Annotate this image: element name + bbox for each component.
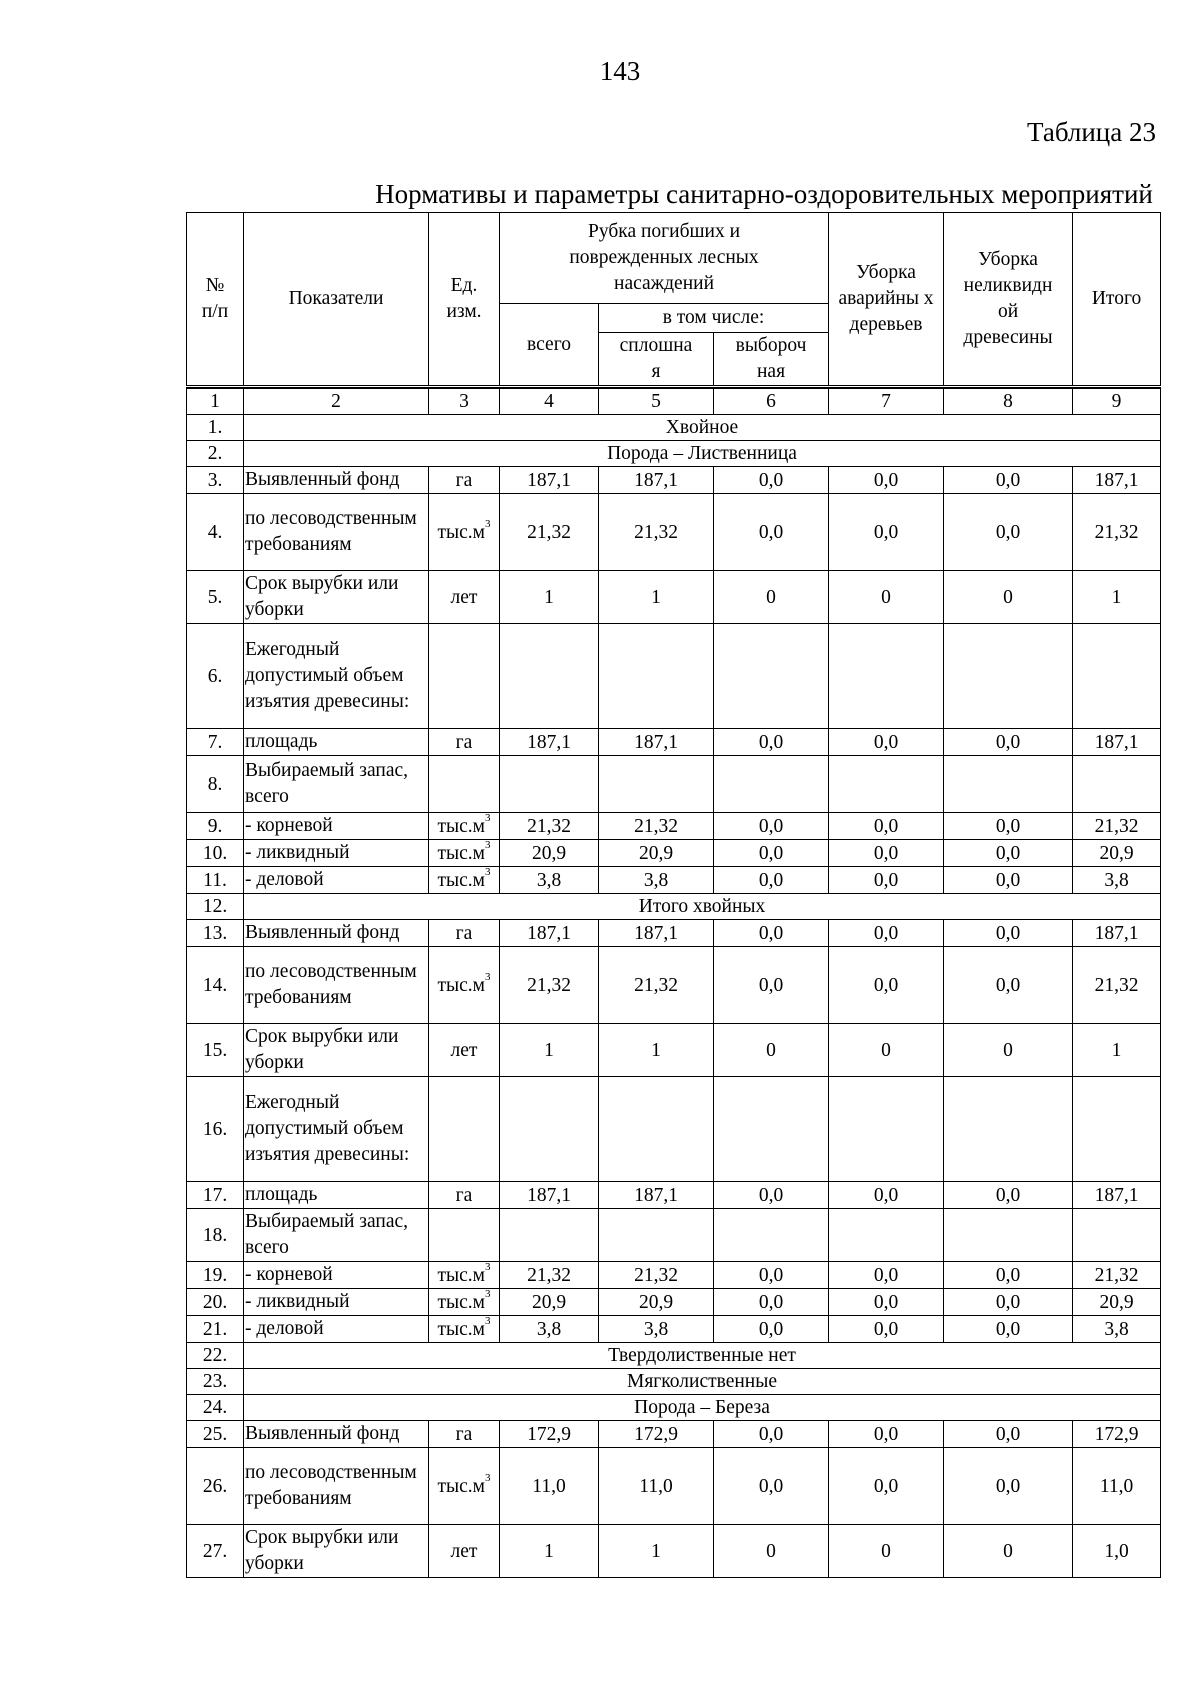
value-cell: 3,8	[599, 1316, 714, 1343]
value-cell: 0,0	[944, 1262, 1073, 1289]
col-number: 6	[714, 389, 829, 415]
col-number: 2	[244, 389, 429, 415]
value-cell: 187,1	[500, 920, 599, 947]
value-cell: 21,32	[1073, 1262, 1161, 1289]
row-unit	[429, 947, 500, 1024]
value-cell: 0,0	[829, 813, 944, 840]
row-number: 2.	[187, 441, 244, 467]
value-cell: 3,8	[1073, 867, 1161, 894]
table-row	[187, 920, 1161, 947]
section-row	[187, 415, 1161, 441]
value-cell: 187,1	[1073, 729, 1161, 756]
row-label: - ликвидный	[244, 1289, 429, 1316]
value-cell: 0	[714, 1525, 829, 1578]
table-row	[187, 1182, 1161, 1209]
value-cell: 0,0	[944, 867, 1073, 894]
row-unit	[429, 920, 500, 947]
unit-text: тыс.м	[437, 842, 485, 864]
value-cell: 0,0	[944, 1421, 1073, 1448]
header-illiquid: Уборка неликвидн ой древесины	[944, 213, 1073, 387]
value-cell: 1	[1073, 571, 1161, 624]
value-cell: 0,0	[944, 813, 1073, 840]
row-number: 8.	[187, 756, 244, 813]
value-cell: 21,32	[1073, 947, 1161, 1024]
unit-text: тыс.м	[437, 1264, 485, 1286]
value-cell: 187,1	[500, 1182, 599, 1209]
value-cell: 0,0	[944, 947, 1073, 1024]
row-label: по лесоводственным требованиям	[244, 1448, 429, 1525]
row-label: площадь	[244, 1182, 429, 1209]
value-cell: 187,1	[599, 920, 714, 947]
value-cell: 0,0	[714, 867, 829, 894]
header-num: № п/п	[187, 213, 244, 387]
col-number: 5	[599, 389, 714, 415]
value-cell	[1073, 624, 1161, 729]
header-including: в том числе:	[599, 304, 829, 333]
value-cell	[944, 756, 1073, 813]
table-row	[187, 813, 1161, 840]
value-cell: 172,9	[599, 1421, 714, 1448]
row-number: 11.	[187, 867, 244, 894]
value-cell: 0,0	[829, 1182, 944, 1209]
value-cell: 0,0	[714, 840, 829, 867]
row-label: - корневой	[244, 1262, 429, 1289]
value-cell: 0	[944, 1024, 1073, 1077]
header-total: Итого	[1073, 213, 1161, 387]
value-cell	[829, 756, 944, 813]
unit-superscript: 3	[485, 970, 491, 983]
row-label: Выявленный фонд	[244, 467, 429, 494]
table-row	[187, 756, 1161, 813]
value-cell	[500, 756, 599, 813]
value-cell: 0,0	[944, 920, 1073, 947]
row-number: 7.	[187, 729, 244, 756]
row-unit	[429, 1209, 500, 1262]
unit-text: га	[455, 469, 473, 491]
row-unit	[429, 1525, 500, 1578]
unit-text: тыс.м	[437, 974, 485, 996]
value-cell: 0,0	[944, 1448, 1073, 1525]
row-number: 16.	[187, 1077, 244, 1182]
value-cell: 1	[599, 1525, 714, 1578]
value-cell: 0,0	[829, 467, 944, 494]
value-cell: 21,32	[1073, 813, 1161, 840]
value-cell: 172,9	[1073, 1421, 1161, 1448]
value-cell	[944, 1209, 1073, 1262]
unit-superscript: 3	[485, 866, 491, 878]
value-cell: 1,0	[1073, 1525, 1161, 1578]
value-cell: 0	[944, 1525, 1073, 1578]
row-number: 5.	[187, 571, 244, 624]
value-cell: 21,32	[599, 1262, 714, 1289]
value-cell: 0,0	[714, 1421, 829, 1448]
row-label: по лесоводственным требованиям	[244, 494, 429, 571]
table-row	[187, 1077, 1161, 1182]
value-cell: 0,0	[944, 729, 1073, 756]
value-cell: 0,0	[944, 494, 1073, 571]
row-label: Выбираемый запас, всего	[244, 1209, 429, 1262]
value-cell: 3,8	[1073, 1316, 1161, 1343]
value-cell: 0,0	[829, 1289, 944, 1316]
value-cell	[1073, 756, 1161, 813]
value-cell: 0,0	[829, 1262, 944, 1289]
unit-text: лет	[450, 1039, 478, 1061]
value-cell: 0,0	[714, 1262, 829, 1289]
value-cell: 1	[1073, 1024, 1161, 1077]
value-cell: 20,9	[599, 840, 714, 867]
section-row	[187, 894, 1161, 920]
unit-text: лет	[450, 586, 478, 608]
section-row	[187, 1343, 1161, 1369]
value-cell: 1	[500, 571, 599, 624]
row-number: 18.	[187, 1209, 244, 1262]
value-cell: 187,1	[1073, 467, 1161, 494]
unit-text: га	[455, 922, 473, 944]
row-number: 13.	[187, 920, 244, 947]
row-number: 24.	[187, 1395, 244, 1421]
value-cell: 0,0	[714, 947, 829, 1024]
value-cell: 0,0	[944, 1316, 1073, 1343]
value-cell: 0	[714, 1024, 829, 1077]
value-cell: 11,0	[500, 1448, 599, 1525]
value-cell	[944, 1077, 1073, 1182]
value-cell: 0,0	[829, 729, 944, 756]
table-row	[187, 1316, 1161, 1343]
unit-superscript: 3	[485, 1288, 491, 1300]
row-label: площадь	[244, 729, 429, 756]
value-cell: 0,0	[714, 729, 829, 756]
value-cell: 0,0	[944, 840, 1073, 867]
value-cell: 21,32	[1073, 494, 1161, 571]
row-label: - деловой	[244, 1316, 429, 1343]
value-cell: 20,9	[599, 1289, 714, 1316]
value-cell: 0,0	[944, 1289, 1073, 1316]
section-title: Порода – Береза	[244, 1395, 1161, 1421]
value-cell: 0,0	[714, 494, 829, 571]
value-cell: 3,8	[599, 867, 714, 894]
value-cell: 0,0	[944, 467, 1073, 494]
row-unit	[429, 840, 500, 867]
row-unit	[429, 494, 500, 571]
row-number: 22.	[187, 1343, 244, 1369]
value-cell	[1073, 1077, 1161, 1182]
table-row	[187, 467, 1161, 494]
value-cell	[829, 1209, 944, 1262]
table-row	[187, 571, 1161, 624]
value-cell: 0,0	[944, 1182, 1073, 1209]
value-cell: 187,1	[1073, 1182, 1161, 1209]
table-row	[187, 494, 1161, 571]
header-unit: Ед. изм.	[429, 213, 500, 387]
value-cell	[599, 1209, 714, 1262]
value-cell	[714, 1077, 829, 1182]
value-cell: 0,0	[714, 1316, 829, 1343]
section-title: Порода – Лиственница	[244, 441, 1161, 467]
value-cell: 1	[500, 1525, 599, 1578]
table-title: Нормативы и параметры санитарно-оздоровительных мероприятий	[375, 179, 1153, 209]
value-cell: 0,0	[829, 840, 944, 867]
unit-text: тыс.м	[437, 1475, 485, 1497]
page-number: 143	[599, 56, 641, 86]
table-row	[187, 1209, 1161, 1262]
row-unit	[429, 867, 500, 894]
column-numbers-row	[187, 389, 1161, 415]
col-number: 1	[187, 389, 244, 415]
value-cell: 21,32	[500, 494, 599, 571]
value-cell	[714, 624, 829, 729]
value-cell: 0	[829, 1024, 944, 1077]
value-cell	[1073, 1209, 1161, 1262]
table-label: Таблица 23	[1027, 117, 1156, 147]
value-cell: 1	[500, 1024, 599, 1077]
value-cell: 1	[599, 571, 714, 624]
row-unit	[429, 571, 500, 624]
unit-superscript: 3	[485, 1315, 491, 1327]
header-indicator: Показатели	[244, 213, 429, 387]
value-cell	[714, 756, 829, 813]
section-row	[187, 441, 1161, 467]
table-row	[187, 1289, 1161, 1316]
unit-text: тыс.м	[437, 1318, 485, 1340]
col-number: 7	[829, 389, 944, 415]
row-number: 9.	[187, 813, 244, 840]
table-row	[187, 1421, 1161, 1448]
unit-text: тыс.м	[437, 521, 485, 543]
value-cell: 0	[829, 1525, 944, 1578]
value-cell	[829, 624, 944, 729]
row-number: 4.	[187, 494, 244, 571]
unit-text: га	[455, 731, 473, 753]
value-cell: 187,1	[599, 729, 714, 756]
row-label: Ежегодный допустимый объем изъятия древесины:	[244, 1077, 429, 1182]
row-number: 1.	[187, 415, 244, 441]
value-cell	[944, 624, 1073, 729]
value-cell	[599, 624, 714, 729]
value-cell: 1	[599, 1024, 714, 1077]
row-unit	[429, 1024, 500, 1077]
row-number: 10.	[187, 840, 244, 867]
value-cell: 0,0	[829, 1316, 944, 1343]
unit-superscript: 3	[485, 517, 491, 530]
col-number: 9	[1073, 389, 1161, 415]
row-unit	[429, 756, 500, 813]
section-row	[187, 1369, 1161, 1395]
row-number: 21.	[187, 1316, 244, 1343]
row-label: по лесоводственным требованиям	[244, 947, 429, 1024]
row-unit	[429, 1316, 500, 1343]
col-number: 3	[429, 389, 500, 415]
value-cell: 187,1	[599, 467, 714, 494]
value-cell: 21,32	[500, 947, 599, 1024]
value-cell: 0,0	[829, 1448, 944, 1525]
row-number: 26.	[187, 1448, 244, 1525]
row-unit	[429, 1289, 500, 1316]
row-number: 14.	[187, 947, 244, 1024]
value-cell: 187,1	[500, 467, 599, 494]
row-unit	[429, 1448, 500, 1525]
section-row	[187, 1395, 1161, 1421]
value-cell: 21,32	[500, 1262, 599, 1289]
value-cell: 20,9	[500, 1289, 599, 1316]
value-cell: 0,0	[714, 920, 829, 947]
row-number: 17.	[187, 1182, 244, 1209]
row-label: Срок вырубки или уборки	[244, 571, 429, 624]
value-cell	[500, 1077, 599, 1182]
row-number: 15.	[187, 1024, 244, 1077]
table-row	[187, 1024, 1161, 1077]
value-cell: 187,1	[599, 1182, 714, 1209]
value-cell: 172,9	[500, 1421, 599, 1448]
row-unit	[429, 624, 500, 729]
header-selective: выбороч ная	[714, 333, 829, 387]
row-unit	[429, 1077, 500, 1182]
value-cell: 0,0	[829, 1421, 944, 1448]
row-number: 19.	[187, 1262, 244, 1289]
value-cell: 0,0	[714, 1448, 829, 1525]
header-clear: сплошна я	[599, 333, 714, 387]
value-cell: 0,0	[714, 1182, 829, 1209]
value-cell: 0,0	[829, 947, 944, 1024]
row-label: Срок вырубки или уборки	[244, 1024, 429, 1077]
value-cell: 0,0	[829, 494, 944, 571]
value-cell: 21,32	[599, 813, 714, 840]
row-label: - ликвидный	[244, 840, 429, 867]
value-cell: 11,0	[1073, 1448, 1161, 1525]
header-emergency: Уборка аварийны х деревьев	[829, 213, 944, 387]
row-label: Выбираемый запас, всего	[244, 756, 429, 813]
table-row	[187, 867, 1161, 894]
row-number: 12.	[187, 894, 244, 920]
value-cell: 0,0	[714, 813, 829, 840]
norms-table	[186, 212, 1161, 1578]
row-unit	[429, 1421, 500, 1448]
unit-text: тыс.м	[437, 869, 485, 891]
unit-text: га	[455, 1423, 473, 1445]
value-cell: 21,32	[500, 813, 599, 840]
row-unit	[429, 1262, 500, 1289]
section-title: Мягколиственные	[244, 1369, 1161, 1395]
table-row	[187, 1525, 1161, 1578]
table-row	[187, 1448, 1161, 1525]
row-label: Срок вырубки или уборки	[244, 1525, 429, 1578]
unit-superscript: 3	[485, 1261, 491, 1273]
table-row	[187, 840, 1161, 867]
value-cell: 0	[829, 571, 944, 624]
header-total-all: всего	[500, 304, 599, 387]
col-number: 4	[500, 389, 599, 415]
row-unit	[429, 467, 500, 494]
value-cell: 11,0	[599, 1448, 714, 1525]
table-row	[187, 947, 1161, 1024]
unit-superscript: 3	[485, 839, 491, 851]
row-label: Выявленный фонд	[244, 920, 429, 947]
value-cell: 0	[944, 571, 1073, 624]
row-label: - корневой	[244, 813, 429, 840]
row-number: 6.	[187, 624, 244, 729]
row-number: 3.	[187, 467, 244, 494]
value-cell: 0,0	[829, 867, 944, 894]
section-title: Хвойное	[244, 415, 1161, 441]
row-unit	[429, 813, 500, 840]
row-number: 20.	[187, 1289, 244, 1316]
value-cell: 187,1	[1073, 920, 1161, 947]
table-row	[187, 624, 1161, 729]
table-row	[187, 729, 1161, 756]
section-title: Итого хвойных	[244, 894, 1161, 920]
value-cell: 3,8	[500, 1316, 599, 1343]
value-cell	[500, 624, 599, 729]
unit-text: тыс.м	[437, 1291, 485, 1313]
row-number: 27.	[187, 1525, 244, 1578]
section-title: Твердолиственные нет	[244, 1343, 1161, 1369]
value-cell: 20,9	[1073, 840, 1161, 867]
value-cell: 20,9	[500, 840, 599, 867]
value-cell: 21,32	[599, 494, 714, 571]
unit-text: лет	[450, 1540, 478, 1562]
value-cell: 0,0	[829, 920, 944, 947]
row-label: Выявленный фонд	[244, 1421, 429, 1448]
col-number: 8	[944, 389, 1073, 415]
row-number: 25.	[187, 1421, 244, 1448]
value-cell: 0,0	[714, 1289, 829, 1316]
row-unit	[429, 1182, 500, 1209]
value-cell: 3,8	[500, 867, 599, 894]
value-cell: 21,32	[599, 947, 714, 1024]
value-cell	[599, 756, 714, 813]
value-cell: 187,1	[500, 729, 599, 756]
value-cell	[829, 1077, 944, 1182]
row-label: - деловой	[244, 867, 429, 894]
unit-text: га	[455, 1184, 473, 1206]
unit-text: тыс.м	[437, 815, 485, 837]
table-row	[187, 1262, 1161, 1289]
row-label: Ежегодный допустимый объем изъятия древесины:	[244, 624, 429, 729]
value-cell: 0,0	[714, 467, 829, 494]
value-cell	[714, 1209, 829, 1262]
value-cell: 0	[714, 571, 829, 624]
header-felling: Рубка погибших и поврежденных лесных насаждений	[500, 213, 829, 304]
row-unit	[429, 729, 500, 756]
row-number: 23.	[187, 1369, 244, 1395]
value-cell	[500, 1209, 599, 1262]
unit-superscript: 3	[485, 812, 491, 824]
value-cell	[599, 1077, 714, 1182]
unit-superscript: 3	[485, 1471, 491, 1484]
value-cell: 20,9	[1073, 1289, 1161, 1316]
